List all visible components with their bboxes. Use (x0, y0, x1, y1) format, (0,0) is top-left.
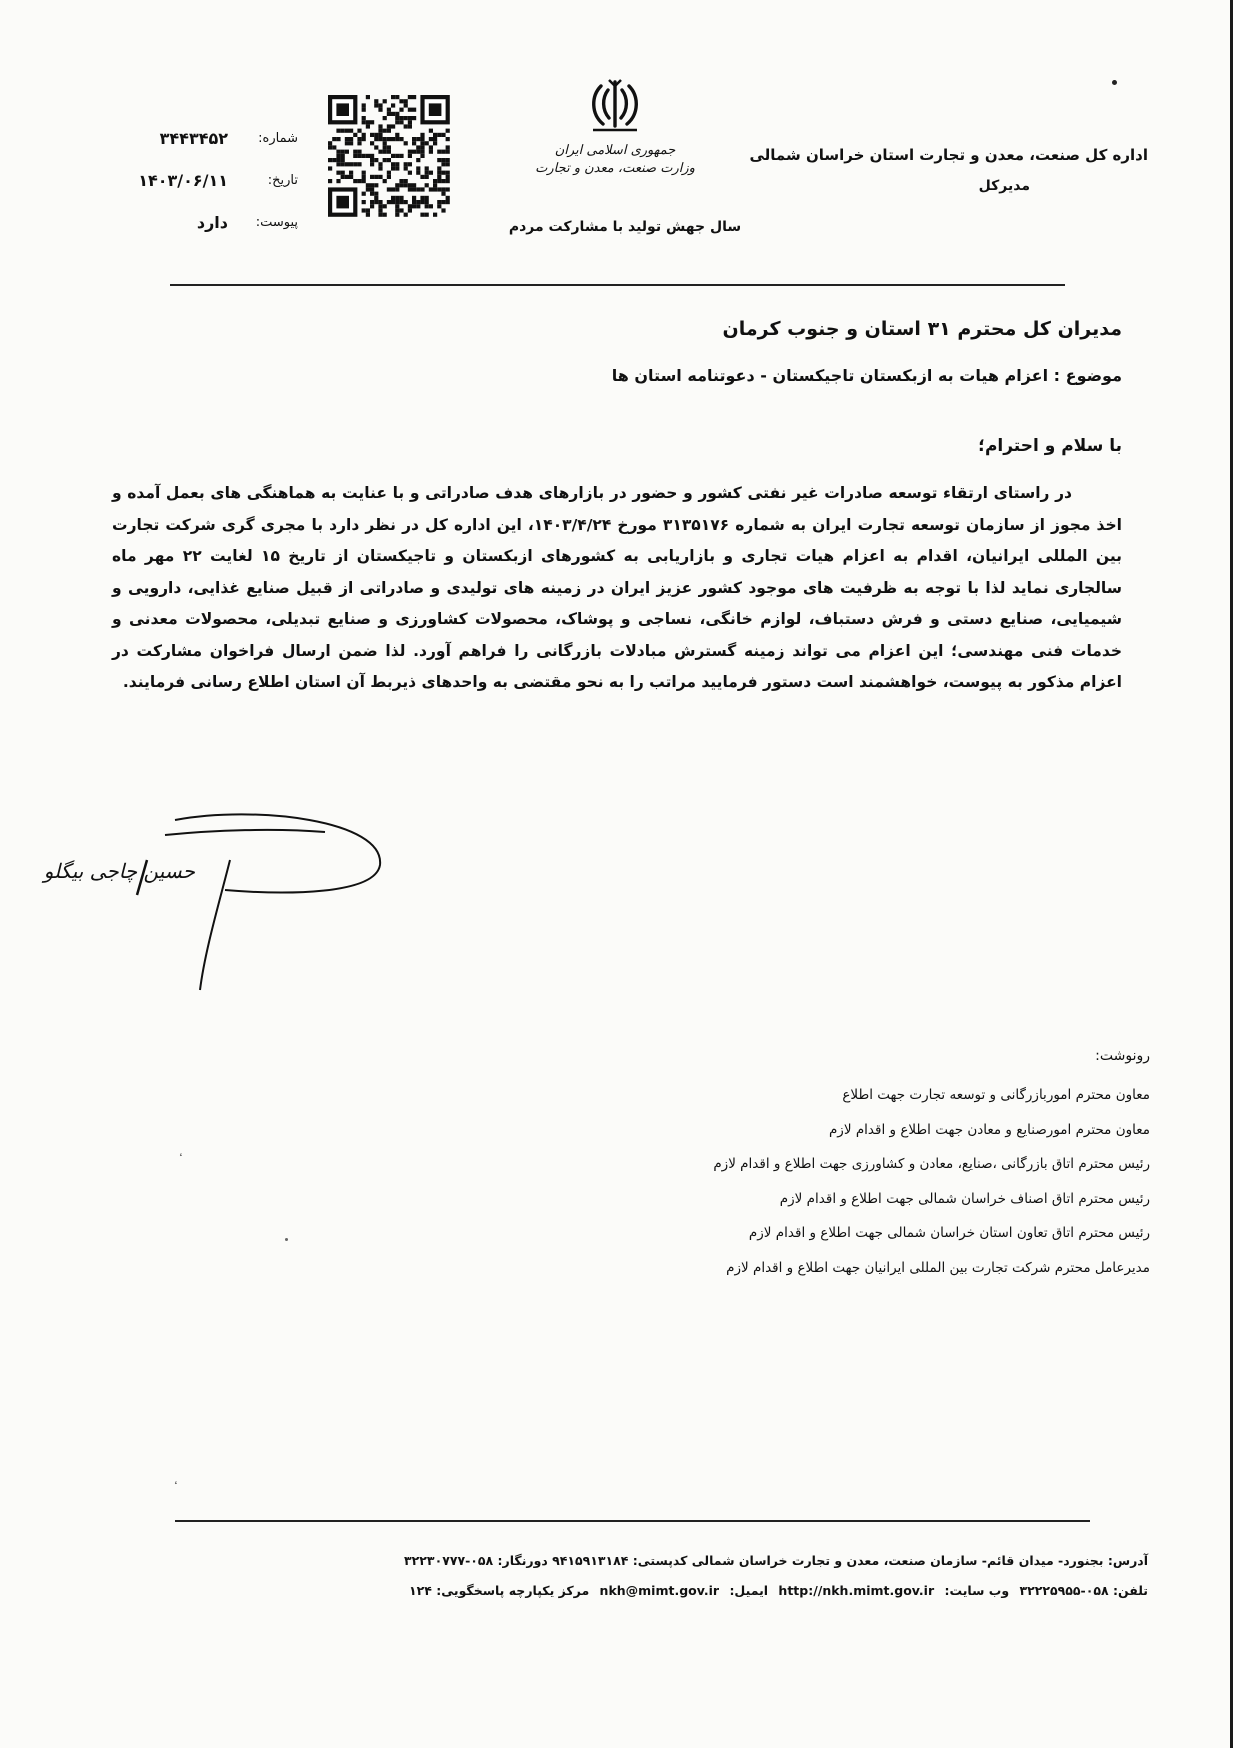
emblem-text-ministry: وزارت صنعت، معدن و تجارت (535, 161, 695, 176)
cc-item: رئیس محترم اتاق اصناف خراسان شمالی جهت اطلاع و اقدام لازم (779, 1190, 1150, 1207)
number-value: ۳۴۴۳۴۵۲ (159, 128, 228, 148)
letter-meta (108, 117, 298, 243)
cc-item: رئیس محترم اتاق تعاون استان خراسان شمالی جهت اطلاع و اقدام لازم (748, 1225, 1150, 1241)
cc-list (713, 1078, 1150, 1285)
org-position: مدیرکل (978, 178, 1030, 194)
header-divider (170, 284, 1065, 286)
attachment-value: دارد (196, 212, 228, 232)
cc-item: معاون محترم امورصنایع و معادن جهت اطلاع و اقدام لازم (828, 1121, 1150, 1138)
org-name: اداره کل صنعت، معدن و تجارت استان خراسان شمالی (749, 146, 1148, 164)
scan-dot (1112, 80, 1117, 85)
cc-item: معاون محترم اموربازرگانی و توسعه تجارت جهت اطلاع (842, 1087, 1150, 1103)
number-label: شماره: (258, 130, 298, 146)
footer-website-link[interactable]: http://nkh.mimt.gov.ir (778, 1583, 935, 1598)
footer-website-label: وب سایت: (944, 1583, 1010, 1598)
iran-emblem-icon (587, 78, 643, 136)
subject-line: موضوع : اعزام هیات به ازبکستان تاجیکستان - دعوتنامه استان ها (611, 366, 1122, 385)
footer-divider (175, 1520, 1090, 1522)
footer-callcenter: مرکز یکپارچه پاسخگویی: ۱۲۴ (409, 1583, 590, 1598)
date-row (108, 159, 298, 201)
letter-body (112, 478, 1122, 699)
year-slogan: سال جهش تولید با مشارکت مردم (508, 219, 742, 235)
cc-title: رونوشت: (1095, 1048, 1150, 1064)
greeting: با سلام و احترام؛ (978, 436, 1122, 456)
footer (403, 1546, 1148, 1606)
attachment-row (108, 201, 298, 243)
addressee: مدیران کل محترم ۳۱ استان و جنوب کرمان (722, 318, 1122, 340)
emblem-text-republic: جمهوری اسلامی ایران (554, 143, 676, 158)
footer-contacts (403, 1576, 1148, 1606)
number-row (108, 117, 298, 159)
body-paragraph: در راستای ارتقاء توسعه صادرات غیر نفتی کشور و حضور در بازارهای هدف صادراتی و با عنایت به هماهنگی های بعمل آمده و اخذ مجوز از سازمان توسعه تجارت ایران به شماره ۳۱۳۵۱۷۶ مورخ ۱۴۰۳/۴/۲۴، این اداره کل در نظر دارد با مجری گری شرکت تجارت بین المللی ایرانیان، اقدام به اعزام هیات تجاری و بازاریابی به کشورهای ازبکستان و تاجیکستان از تاریخ ۱۵ لغایت ۲۲ مهر ماه سالجاری نماید لذا با توجه به ظرفیت های موجود کشور عزیز ایران در زمینه های تولیدی و صادراتی از قبیل صنایع غذایی، دارویی و شیمیایی، صنایع دستی و فرش دستباف، لوازم خانگی، نساجی و پوشاک، محصولات کشاورزی و صنایع تبدیلی، محصولات معدنی و خدمات فنی مهندسی؛ این اعزام می تواند زمینه گسترش مبادلات بازرگانی را فراهم آورد. لذا ضمن ارسال فراخوان مشارکت در اعزام مذکور به پیوست، خواهشمند است دستور فرمایید مراتب را به نحو مقتضی به واحدهای ذیربط آن استان اطلاع رسانی فرمایند. (112, 484, 1122, 691)
date-value: ۱۴۰۳/۰۶/۱۱ (138, 170, 228, 190)
date-label: تاریخ: (267, 172, 298, 188)
cc-item: مدیرعامل محترم شرکت تجارت بین المللی ایرانیان جهت اطلاع و اقدام لازم (726, 1259, 1150, 1276)
scan-dot (285, 1238, 288, 1241)
signature (43, 800, 395, 1000)
qr-code (328, 95, 454, 217)
footer-email-link[interactable]: nkh@mimt.gov.ir (599, 1583, 720, 1598)
organization-header (728, 146, 1148, 194)
footer-address: آدرس: بجنورد- میدان قائم- سازمان صنعت، معدن و تجارت خراسان شمالی کدپستی: ۹۴۱۵۹۱۳۱۸۴ دورنگار: ۰۵۸-۳۲۲۳۰۷۷۷ (404, 1553, 1148, 1568)
emblem-block (500, 78, 730, 178)
footer-email-label: ایمیل: (729, 1583, 769, 1598)
footer-phone: تلفن: ۰۵۸-۳۲۲۲۵۹۵۵ (1019, 1583, 1148, 1598)
signature-name: حسین چاجی بیگلو (43, 859, 195, 883)
cc-item: رئیس محترم اتاق بازرگانی ،صنایع، معادن و کشاورزی جهت اطلاع و اقدام لازم (713, 1156, 1150, 1172)
attachment-label: پیوست: (255, 214, 298, 230)
